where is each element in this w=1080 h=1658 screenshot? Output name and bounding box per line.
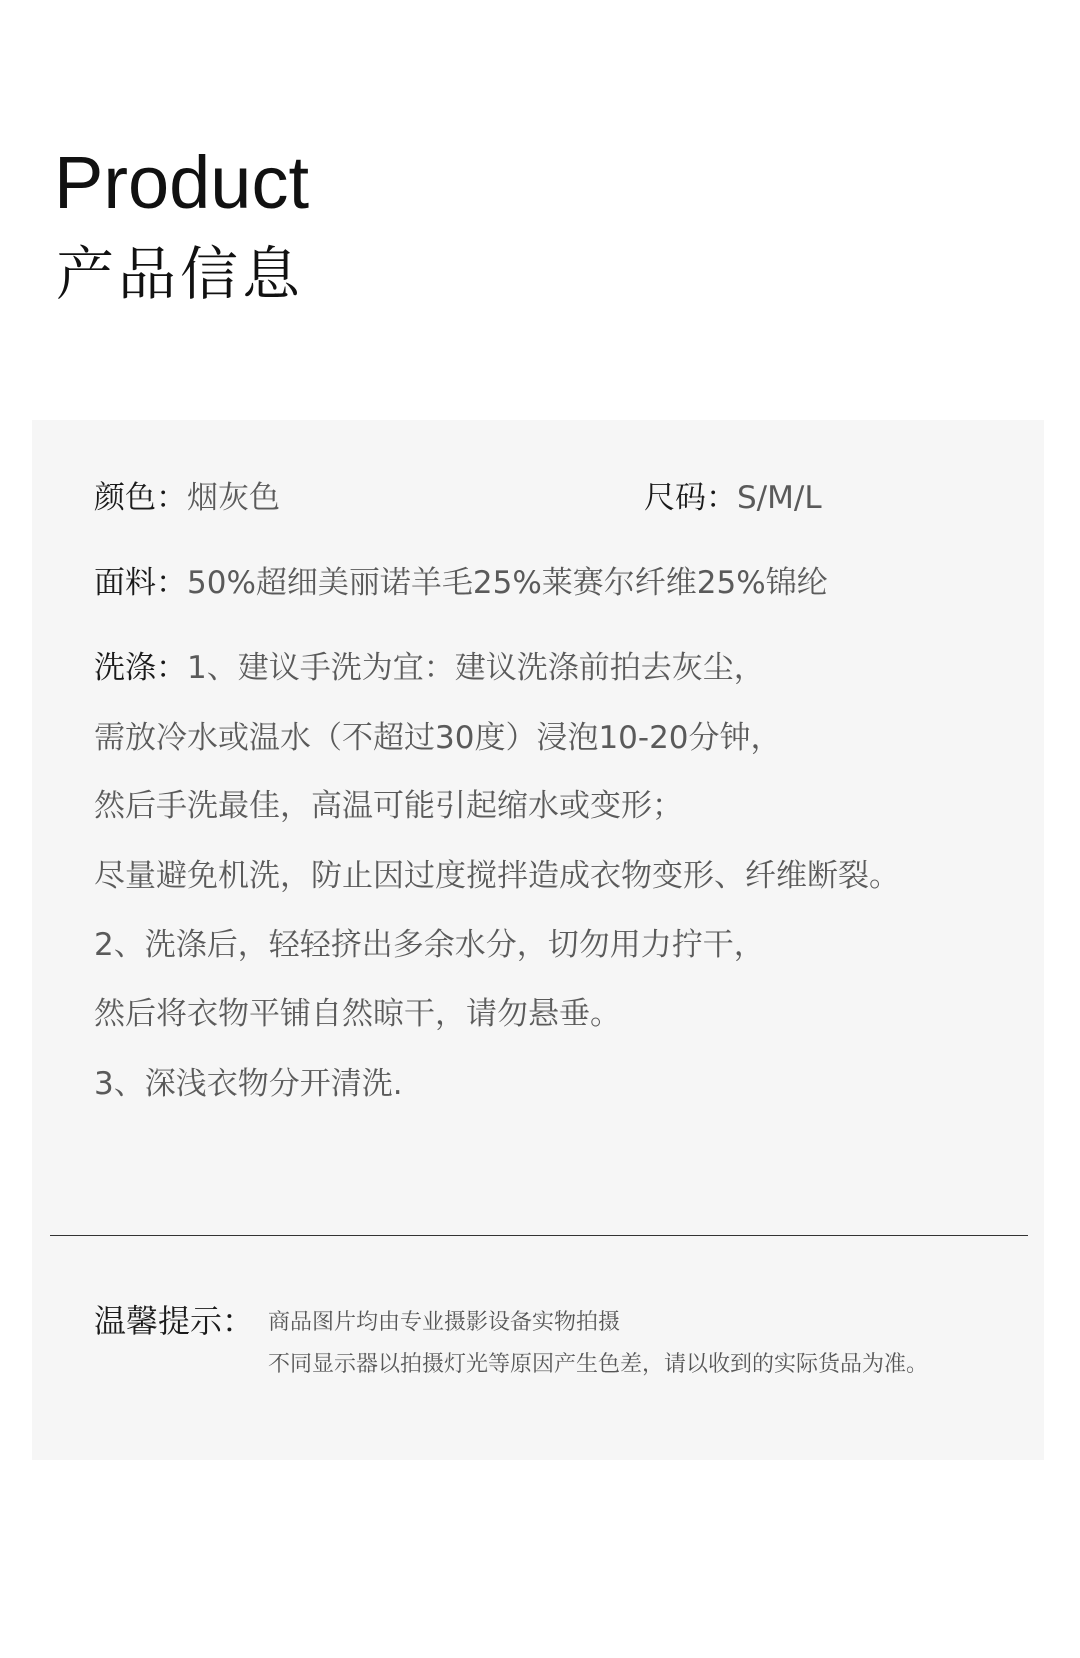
wash-line-2: 需放冷水或温水（不超过30度）浸泡10-20分钟， <box>94 720 782 756</box>
size-label: 尺码： <box>644 480 737 516</box>
size-row <box>644 478 822 518</box>
wash-line-7: 3、深浅衣物分开清洗. <box>94 1066 403 1102</box>
page-title-en: Product <box>54 141 310 224</box>
color-value: 烟灰色 <box>187 480 280 516</box>
section-divider <box>50 1235 1028 1236</box>
fabric-row <box>94 563 828 603</box>
wash-label: 洗涤： <box>94 650 187 686</box>
wash-line-4: 尽量避免机洗，防止因过度搅拌造成衣物变形、纤维断裂。 <box>94 858 900 894</box>
wash-line-6: 然后将衣物平铺自然晾干，请勿悬垂。 <box>94 996 621 1032</box>
tip-label: 温馨提示： <box>94 1302 255 1340</box>
color-label: 颜色： <box>94 480 187 516</box>
color-row <box>94 478 280 518</box>
page-title-cn: 产品信息 <box>56 240 305 308</box>
wash-line-1: 1、建议手洗为宜：建议洗涤前拍去灰尘， <box>187 650 765 686</box>
fabric-value: 50%超细美丽诺羊毛25%莱赛尔纤维25%锦纶 <box>187 565 828 601</box>
wash-line-3: 然后手洗最佳，高温可能引起缩水或变形； <box>94 788 683 824</box>
product-info-panel <box>32 420 1044 1460</box>
wash-line-5: 2、洗涤后，轻轻挤出多余水分，切勿用力拧干， <box>94 927 765 963</box>
tip-line-2: 不同显示器以拍摄灯光等原因产生色差，请以收到的实际货品为准。 <box>268 1352 929 1377</box>
wash-row <box>94 648 765 688</box>
fabric-label: 面料： <box>94 565 187 601</box>
size-value: S/M/L <box>737 480 822 516</box>
tip-line-1: 商品图片均由专业摄影设备实物拍摄 <box>268 1310 621 1335</box>
